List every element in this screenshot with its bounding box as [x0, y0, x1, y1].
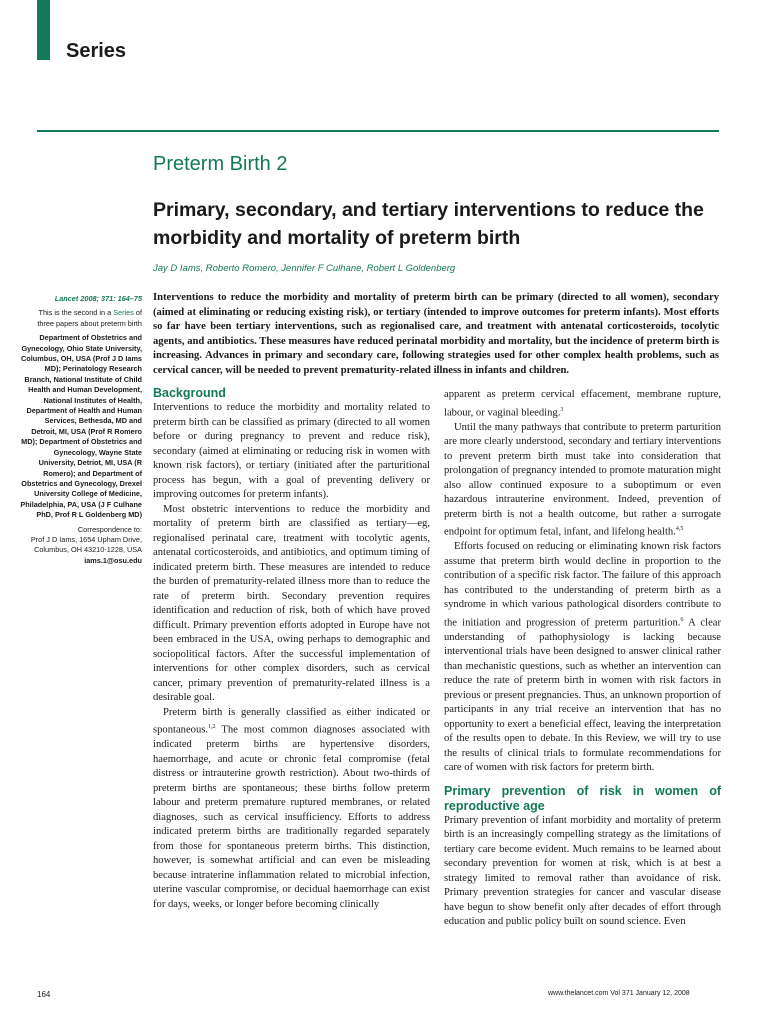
paragraph: Until the many pathways that contribute to preterm parturition are more clearly understood, secondary and tertiary interventions to prevent preterm birth must take into consideration that prolongation of pregnancy intended to promote maturation might also allow continued exposure to a suboptimum or even hazardous intrauterine environment. Indeed, prevention of preterm birth is not a health outcome, but rather a surrogate endpoint for optimum fetal, infant, and lifelong health.$^{4,5}$	[444, 421, 721, 538]
section-heading-primary-prevention: Primary prevention of risk in women of reproductive age	[444, 783, 721, 813]
body-column-right	[444, 388, 721, 930]
email-link[interactable]: iams.1@osu.edu	[84, 555, 142, 565]
paragraph: apparent as preterm cervical effacement, membrane rupture, labour, or vaginal bleeding.$^3$	[444, 389, 721, 419]
paragraph: Efforts focused on reducing or eliminating known risk factors assume that preterm birth would decline in proportion to the contribution of a specific risk factor. The failure of this approach has contributed to the understanding of preterm birth as a syndrome in which various pathological disorders contribute to the initiation and progression of preterm parturition.$^6$ A clear understanding of pathophysiology is lacking because interventional trials have been designed to answer clinical rather than mechanistic questions, such as whether an intervention can reduce the rate of preterm birth in women with risk factors in previous or present pregnancies. Thus, an unknown proportion of participants in any trial receive an intervention that has no opportunity to exert a beneficial effect, leaving the interpretation of the results open to debate. In this Review, we will try to use the results of clinical trials to formulate recommendations for care of women with risk factors for preterm birth.	[444, 541, 721, 774]
paragraph: Preterm birth is generally classified as either indicated or spontaneous.$^{1,2}$ The most common diagnoses associated with indicated preterm births are hypertensive disorders, haemorrhage, and acute or chronic fetal compromise (fetal distress or intrauterine growth restriction). About two-thirds of preterm births are spontaneous; these births follow preterm labour and preterm premature ruptured membranes, or related diagnoses, such as cervical insufficiency. Efforts to address indicated preterm births are traditionally regarded separately from those for spontaneous preterm births. This distinction, however, is somewhat artificial and can even be misleading because intraterine inflammation related to microbial infection, uterine vascular compromise, or decidual haemorrhage can exist for days, weeks, or longer before becoming clinically	[153, 706, 430, 910]
series-link[interactable]: Series	[113, 308, 134, 318]
citation: Lancet 2008; 371: 164–75	[54, 294, 142, 303]
affiliations: Department of Obstetrics and Gynecology, Ohio State University, Columbus, OH, USA (Prof J D Iams MD); Perinatology Research Branch, National Institute of Child Health and Human Development, National Institutes of Health, Department of Health and Human Services, Bethesda, MD and Detroit, MI, USA (Prof R Romero MD); Department of Obstetrics and Gynecology, Wayne State University, Detriot, MI, USA (R Romero); and Department of Obstetrics and Gynecology, Drexel University College of Medicine, Philadelphia, PA, USA (J F Culhane PhD, Prof R L Goldenberg MD)	[20, 333, 142, 520]
reference-marker: 4,5	[675, 526, 684, 533]
paragraph: Most obstetric interventions to reduce the morbidity and mortality of preterm birth are classified as tertiary—eg, regionalised perinatal care, treatment with tocolytic agents, antenatal corticosteroids, and antibiotics, and optimum timing of indicated preterm birth. These measures are intended to reduce the burden of prematurity-related illness more than to reduce the rate of preterm birth. Secondary prevention requires identification and reduction of risk, both of which have proved difficult. Primary prevention efforts adopted in Europe have not been embraced in the USA, owing perhaps to demographic and sociopolitical factors. After the successful implementation of interventions for other complex disorders, such as cervical cancer, primary prevention of prematurity-related illness is a desirable goal.	[153, 503, 430, 703]
journal-info: www.thelancet.com Vol 371 January 12, 2008	[548, 990, 690, 997]
section-heading-background: Background	[153, 386, 226, 400]
author-list: Jay D Iams, Roberto Romero, Jennifer F Culhane, Robert L Goldenberg	[153, 263, 456, 274]
reference-marker: 1,2	[208, 724, 216, 730]
reference-marker: 3	[560, 406, 564, 413]
series-label: Series	[66, 40, 127, 62]
series-note: This is the second in a Series of three papers about preterm birth	[37, 308, 142, 328]
article-title: Primary, secondary, and tertiary interventions to reduce the morbidity and mortality of preterm birth	[153, 199, 704, 249]
page-number: 164	[37, 990, 51, 999]
correspondence-label: Correspondence to:	[77, 524, 142, 534]
reference-marker: 6	[680, 616, 684, 623]
sidebar-notes	[20, 294, 142, 570]
paragraph: Primary prevention of infant morbidity and mortality of preterm birth is an increasingly compelling strategy as the limitations of tertiary care become evident. Much remains to be learned about secondary prevention for women at risk, which is at best a strategy limited to removal rather than avoidance of risk. Primary prevention strategies for cancer and vascular disease have begun to show benefit only after decades of effort through education and public policy built on sound science. Even	[444, 814, 721, 928]
paragraph: Interventions to reduce the morbidity and mortality related to preterm birth can be classified as primary (directed to all women before or during pregnancy to prevent and reduce risk), secondary (aimed at eliminating or reducing risk in women with known risk factors), or tertiary (initiated after the parturitional process has begun, with a goal of preventing delivery or improving outcomes for preterm infants).	[153, 402, 430, 500]
header-rule	[37, 130, 719, 132]
series-kicker: Preterm Birth 2	[153, 153, 288, 175]
series-accent-bar	[37, 0, 50, 60]
abstract: Interventions to reduce the morbidity and mortality of preterm birth can be primary (directed to all women), secondary (aimed at eliminating or reducing existing risk), or tertiary (intended to improve outcomes for preterm infants). Most efforts so far have been tertiary interventions, such as regionalised care, and treatment with antenatal corticosteroids, tocolytic agents, and antibiotics. These measures have reduced perinatal morbidity and mortality, but the incidence of preterm birth is increasing. Advances in primary and secondary care, following strategies used for other complex health problems, such as cervical cancer, will be needed to prevent prematurity-related illness in infants and children.	[153, 292, 719, 376]
body-column-left	[153, 386, 430, 912]
correspondence-address: Prof J D Iams, 1654 Upham Drive, Columbus, OH 43210-1228, USA	[30, 534, 142, 555]
